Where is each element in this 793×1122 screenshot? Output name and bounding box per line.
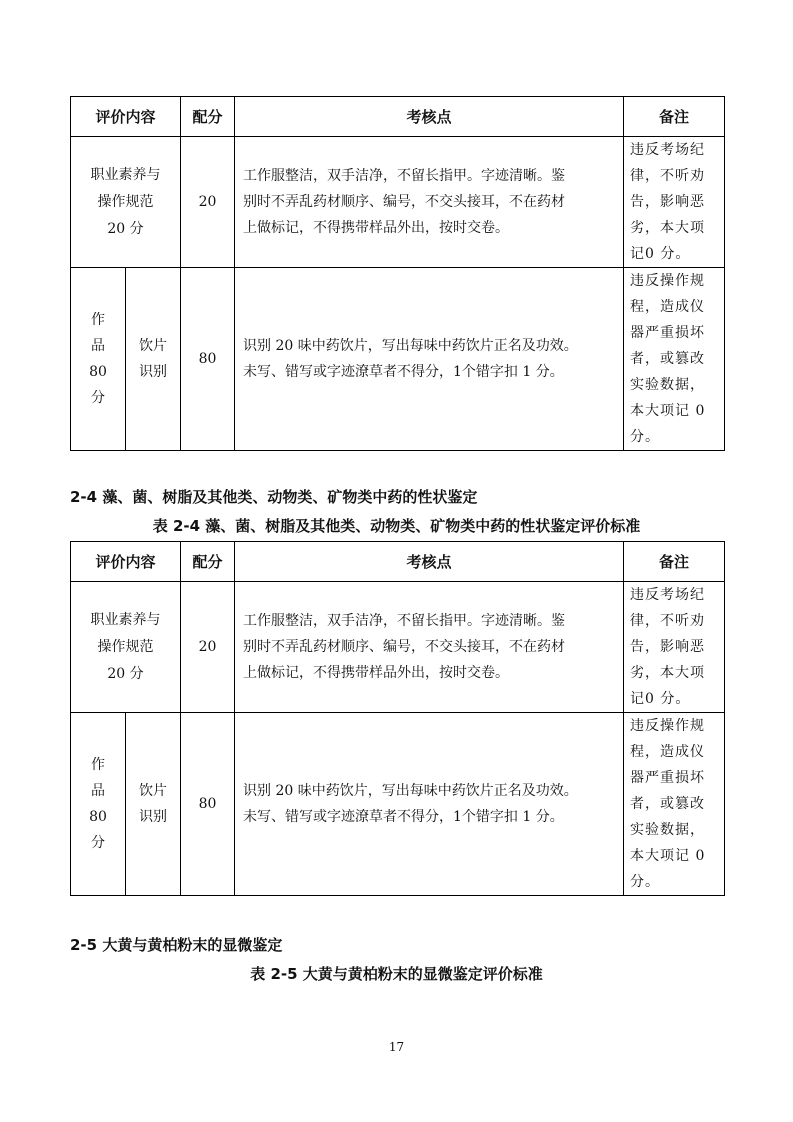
remark-line: 者，或篡改 <box>630 351 705 367</box>
remark-line: 违反考场纪 <box>630 587 705 603</box>
table-row-work <box>71 268 725 451</box>
work-score: 80 <box>181 268 235 451</box>
remark-line: 违反操作规 <box>630 273 705 289</box>
work-remarks <box>624 268 725 451</box>
work-label-cell <box>71 268 181 451</box>
header-checkpoints: 考核点 <box>235 97 624 137</box>
table-caption-2-4: 表 2-4 藻、菌、树脂及其他类、动物类、矿物类中药的性状鉴定评价标准 <box>152 517 641 535</box>
header-score: 配分 <box>181 97 235 137</box>
professional-label-line: 操作规范 <box>97 193 154 210</box>
professional-checkpoints <box>235 137 624 268</box>
evaluation-table-2-4 <box>70 541 725 896</box>
checkpoint-line: 识别 20 味中药饮片，写出每味中药饮片正名及功效。 <box>243 783 578 799</box>
table-row-professional <box>71 582 725 713</box>
professional-label-line: 职业素养与 <box>90 611 161 628</box>
professional-remarks <box>624 137 725 268</box>
work-label-char: 作 <box>91 312 105 328</box>
remark-line: 告，影响恶 <box>630 194 705 210</box>
table-caption-2-5: 表 2-5 大黄与黄柏粉末的显微鉴定评价标准 <box>250 965 543 983</box>
professional-remarks <box>624 582 725 713</box>
section-heading-2-5: 2-5 大黄与黄柏粉末的显微鉴定 <box>70 936 283 954</box>
work-sub-label-line: 饮片 <box>139 783 167 799</box>
remark-line: 告，影响恶 <box>630 639 705 655</box>
work-label-char: 分 <box>91 835 105 851</box>
work-label-cell <box>71 713 181 896</box>
professional-score: 20 <box>181 137 235 268</box>
checkpoint-line: 别时不弄乱药材顺序、编号，不交头接耳，不在药材 <box>243 639 565 655</box>
work-remarks <box>624 713 725 896</box>
checkpoint-line: 别时不弄乱药材顺序、编号，不交头接耳，不在药材 <box>243 194 565 210</box>
remark-line: 分。 <box>630 874 660 890</box>
professional-checkpoints <box>235 582 624 713</box>
work-label-char: 分 <box>91 390 105 406</box>
work-label-char: 80 <box>89 364 107 380</box>
work-label-char: 品 <box>91 783 105 799</box>
work-sub-label-line: 识别 <box>139 809 167 825</box>
evaluation-table-2-3 <box>70 96 725 451</box>
header-score: 配分 <box>181 542 235 582</box>
remark-line: 程，造成仪 <box>630 744 705 760</box>
checkpoint-line: 未写、错写或字迹潦草者不得分，1个错字扣 1 分。 <box>243 364 564 380</box>
work-label-char: 品 <box>91 338 105 354</box>
work-sub-label <box>126 713 180 895</box>
work-vertical-label <box>71 713 126 895</box>
professional-label-cell <box>71 582 181 713</box>
remark-line: 者，或篡改 <box>630 796 705 812</box>
table-row-work <box>71 713 725 896</box>
work-label-char: 80 <box>89 809 107 825</box>
checkpoint-line: 识别 20 味中药饮片，写出每味中药饮片正名及功效。 <box>243 338 578 354</box>
header-evaluation: 评价内容 <box>71 542 181 582</box>
remark-line: 实验数据， <box>630 377 705 393</box>
section-heading-2-4: 2-4 藻、菌、树脂及其他类、动物类、矿物类中药的性状鉴定 <box>70 488 478 506</box>
header-remarks: 备注 <box>624 542 725 582</box>
remark-line: 违反操作规 <box>630 718 705 734</box>
work-sub-label-line: 饮片 <box>139 338 167 354</box>
work-label-char: 作 <box>91 757 105 773</box>
table-header-row <box>71 542 725 582</box>
remark-line: 器严重损坏 <box>630 325 705 341</box>
header-checkpoints: 考核点 <box>235 542 624 582</box>
checkpoint-line: 上做标记，不得携带样品外出，按时交卷。 <box>243 220 509 236</box>
work-sub-label <box>126 268 180 450</box>
header-remarks: 备注 <box>624 97 725 137</box>
professional-label-line: 操作规范 <box>97 638 154 655</box>
work-vertical-label <box>71 268 126 450</box>
remark-line: 劣，本大项 <box>630 220 705 236</box>
work-checkpoints <box>235 713 624 896</box>
remark-line: 本大项记 0 <box>630 848 706 864</box>
remark-line: 分。 <box>630 429 660 445</box>
checkpoint-line: 工作服整洁，双手洁净，不留长指甲。字迹清晰。鉴 <box>243 168 565 184</box>
work-sub-label-line: 识别 <box>139 364 167 380</box>
remark-line: 记0 分。 <box>630 246 691 262</box>
remark-line: 违反考场纪 <box>630 142 705 158</box>
header-evaluation: 评价内容 <box>71 97 181 137</box>
checkpoint-line: 上做标记，不得携带样品外出，按时交卷。 <box>243 665 509 681</box>
work-score: 80 <box>181 713 235 896</box>
remark-line: 器严重损坏 <box>630 770 705 786</box>
table-header-row <box>71 97 725 137</box>
table-row-professional <box>71 137 725 268</box>
remark-line: 实验数据， <box>630 822 705 838</box>
professional-label-line: 20 分 <box>107 665 144 682</box>
checkpoint-line: 未写、错写或字迹潦草者不得分，1个错字扣 1 分。 <box>243 809 564 825</box>
remark-line: 记0 分。 <box>630 691 691 707</box>
page-number: 17 <box>388 1040 405 1054</box>
remark-line: 本大项记 0 <box>630 403 706 419</box>
remark-line: 程，造成仪 <box>630 299 705 315</box>
professional-label-cell <box>71 137 181 268</box>
remark-line: 劣，本大项 <box>630 665 705 681</box>
checkpoint-line: 工作服整洁，双手洁净，不留长指甲。字迹清晰。鉴 <box>243 613 565 629</box>
professional-label-line: 20 分 <box>107 220 144 237</box>
remark-line: 律，不听劝 <box>630 613 705 629</box>
professional-label-line: 职业素养与 <box>90 166 161 183</box>
remark-line: 律，不听劝 <box>630 168 705 184</box>
professional-score: 20 <box>181 582 235 713</box>
work-checkpoints <box>235 268 624 451</box>
